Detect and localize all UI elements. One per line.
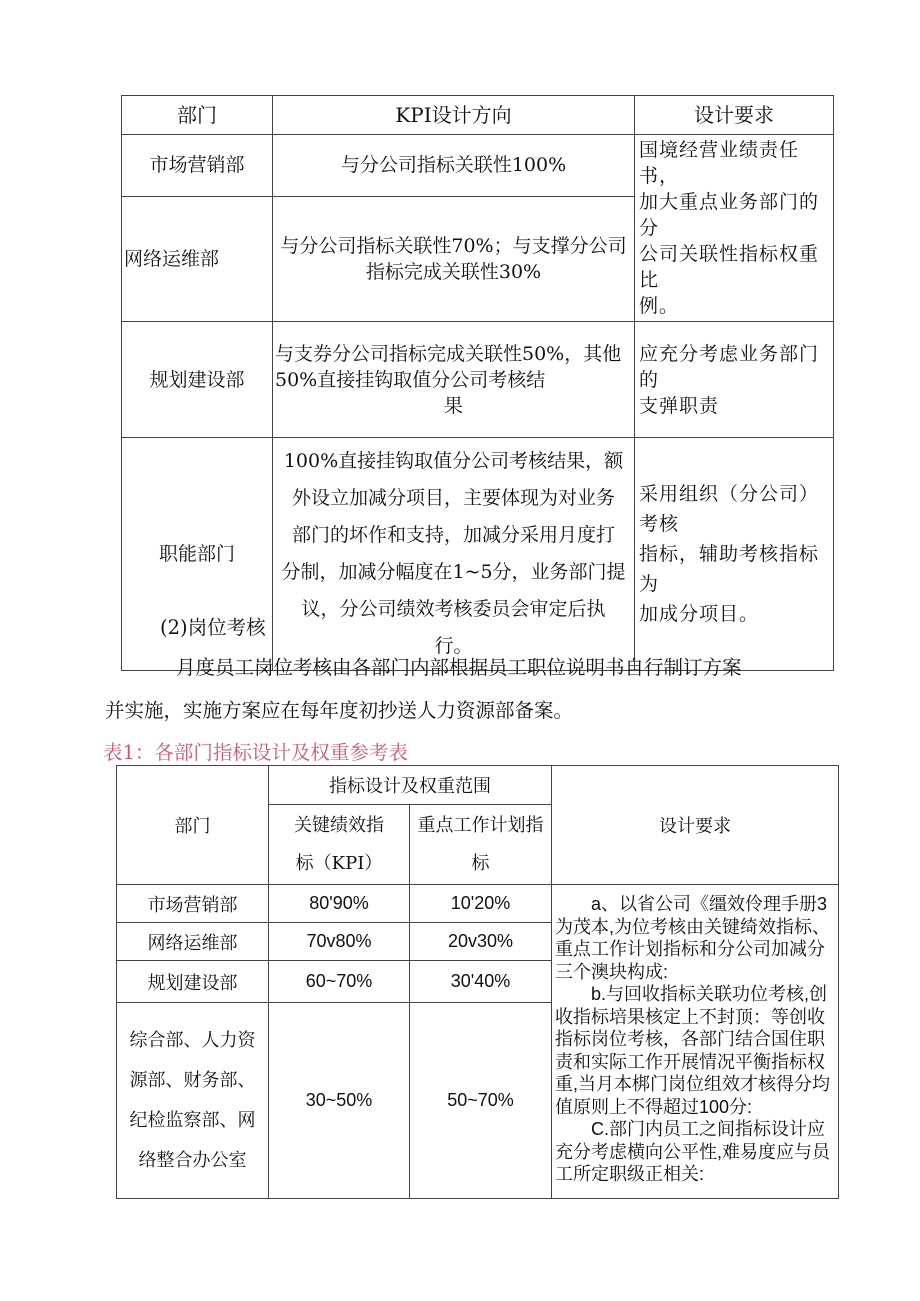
- direction-line: 50%直接挂钩取值分公司考核结: [275, 368, 546, 391]
- requirement-line: 指标，辅助考核指标为: [639, 543, 820, 595]
- requirement-item: C.部门内员工之间指标设计应充分考虑横向公平性,难易度应与员工所定职级正相关:: [555, 1119, 830, 1184]
- t2-work-misc: 50~70%: [410, 1003, 552, 1199]
- t1-direction-marketing: [273, 135, 635, 197]
- body-paragraph-line: 月度员工岗位考核由各部门内部根据员工职位说明书自行制订方案: [176, 656, 742, 679]
- t2-requirements: [552, 885, 839, 1199]
- dept-line: 纪检监察部、网: [129, 1109, 256, 1131]
- direction-line: 指标完成关联性30%: [365, 260, 542, 283]
- header-line: 重点工作计划指: [417, 814, 544, 836]
- requirement-line: 公司关联性指标权重比: [639, 243, 820, 291]
- header-line: 标: [471, 852, 490, 874]
- t2-kpi-network-ops: 70v80%: [269, 923, 410, 961]
- requirement-line: 加成分项目。: [639, 603, 760, 625]
- requirement-line: 国境经营业绩责任书，: [639, 139, 800, 187]
- t1-dept-marketing: 市场营销部: [122, 135, 273, 197]
- requirement-item: b.与回收指标关联功位考核,创收指标培果核定上不封顶：等创收指标岗位考核，各部门结合国住职责和实际工作开展情况平衡指标权重,当月本梆门岗位组效才核得分均值原则上不得超过100分:: [555, 984, 830, 1117]
- direction-line: 议，分公司绩效考核委员会审定后执: [301, 598, 606, 620]
- t1-requirement-1: [635, 135, 834, 322]
- dept-line: 综合部、人力资: [129, 1029, 256, 1051]
- header-line: 关键绩效指: [294, 814, 384, 836]
- dept-line: 络整合办公室: [138, 1149, 247, 1171]
- direction-line: 行。: [434, 635, 473, 657]
- t2-kpi-misc: 30~50%: [269, 1003, 410, 1199]
- section-title: (2)岗位考核: [160, 616, 266, 639]
- t2-work-marketing: 10'20%: [410, 885, 552, 923]
- t2-kpi-planning: 60~70%: [269, 961, 410, 1003]
- t1-direction-functional: [273, 438, 635, 671]
- t1-header-requirement: 设计要求: [635, 96, 834, 135]
- table-caption: 表1：各部门指标设计及权重参考表: [103, 741, 408, 764]
- requirement-line: 应充分考虑业务部门的: [639, 342, 820, 391]
- t2-dept-marketing: 市场营销部: [117, 885, 269, 923]
- t1-direction-network-ops: [273, 196, 635, 321]
- t1-header-direction: KPI设计方向: [273, 96, 635, 135]
- t1-dept-planning: 规划建设部: [122, 322, 273, 438]
- direction-line: 果: [443, 394, 463, 417]
- requirement-line: 支弹职责: [639, 394, 720, 417]
- weight-reference-table: [116, 765, 839, 1199]
- requirement-line: 采用组织（分公司）考核: [639, 483, 820, 535]
- t1-requirement-3: [635, 438, 834, 671]
- dept-line: 源部、财务部、: [129, 1069, 256, 1091]
- t2-work-network-ops: 20v30%: [410, 923, 552, 961]
- header-line: 标（KPI）: [295, 852, 383, 874]
- t2-header-work-plan: [410, 805, 552, 885]
- t2-dept-planning: 规划建设部: [117, 961, 269, 1003]
- t2-header-requirement: 设计要求: [552, 766, 839, 885]
- direction-line: 与支券分公司指标完成关联性50%，其他: [275, 342, 622, 365]
- direction-line: 100%直接挂钩取值分公司考核结果，额: [283, 450, 624, 472]
- t1-direction-planning: [273, 322, 635, 438]
- t1-requirement-2: [635, 322, 834, 438]
- kpi-direction-table: [121, 95, 834, 671]
- body-paragraph-line: 并实施，实施方案应在每年度初抄送人力资源部备案。: [105, 699, 574, 722]
- t2-header-kpi: [269, 805, 410, 885]
- direction-line: 与分公司指标关联性100%: [340, 154, 567, 177]
- direction-line: 外设立加减分项目，主要体现为对业务: [291, 487, 615, 509]
- direction-line: 分制，加减分幅度在1~5分，业务部门提: [281, 561, 626, 583]
- requirement-line: 例。: [639, 295, 680, 317]
- t2-dept-network-ops: 网络运维部: [117, 923, 269, 961]
- requirement-item: a、以省公司《缰效伶理手册3为茂本,为位考核由关键绮效指标、重点工作计划指标和分公司加减分三个澳块构成:: [555, 894, 830, 982]
- t2-header-group: 指标设计及权重范围: [269, 766, 552, 805]
- t1-dept-network-ops: 网络运维部: [122, 196, 273, 321]
- direction-line: 与分公司指标关联性70%；与支撑分公司: [280, 234, 627, 257]
- t2-header-dept: 部门: [117, 766, 269, 885]
- t2-work-planning: 30'40%: [410, 961, 552, 1003]
- requirement-line: 加大重点业务部门的分: [639, 191, 820, 239]
- t1-header-dept: 部门: [122, 96, 273, 135]
- direction-line: 部门的坏作和支持，加减分采用月度打: [291, 524, 615, 546]
- t2-kpi-marketing: 80'90%: [269, 885, 410, 923]
- t1-dept-functional: 职能部门: [122, 438, 273, 671]
- t2-dept-misc: [117, 1003, 269, 1199]
